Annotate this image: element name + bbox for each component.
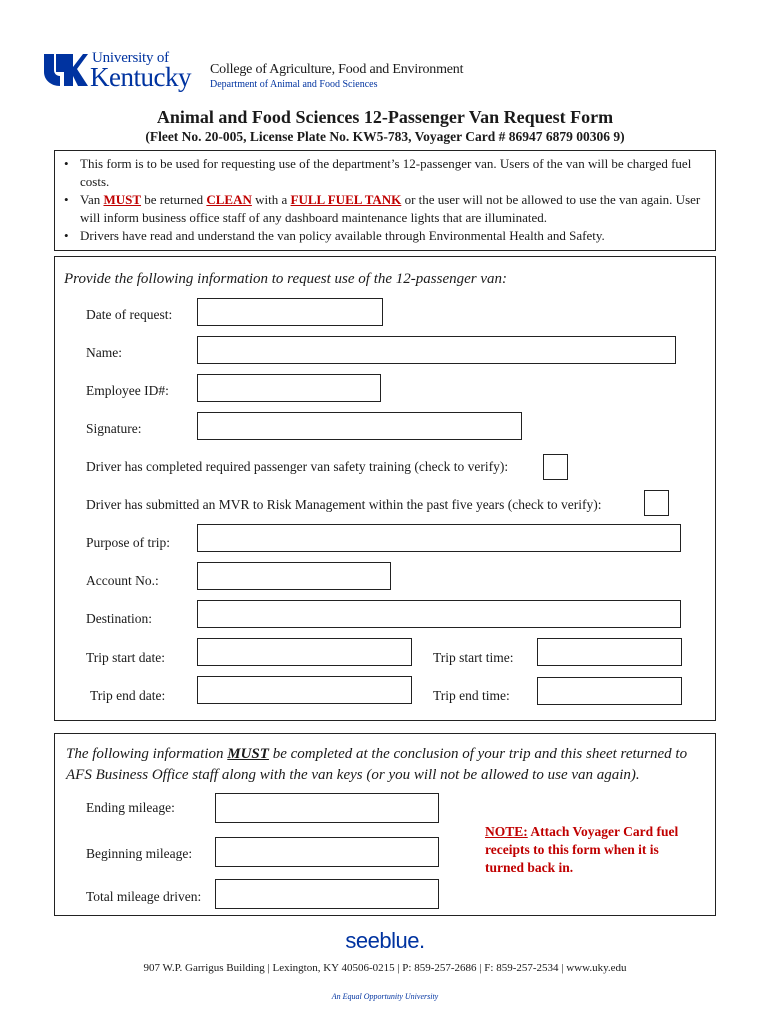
name-input[interactable]: [197, 336, 676, 364]
request-form-heading: Provide the following information to request use of the 12-passenger van:: [64, 271, 507, 287]
trip-end-time-input[interactable]: [537, 677, 682, 705]
note-label: NOTE:: [485, 824, 528, 839]
must-emphasis: MUST: [103, 192, 142, 207]
notice-list: [62, 155, 702, 245]
employee-id-input[interactable]: [197, 374, 381, 402]
total-mileage-label: Total mileage driven:: [86, 889, 202, 904]
page-title: Animal and Food Sciences 12-Passenger Van Request Form: [156, 107, 614, 127]
beginning-mileage-label: Beginning mileage:: [86, 846, 193, 861]
mvr-label: Driver has submitted an MVR to Risk Management within the past five years (check to verify):: [86, 497, 602, 512]
trip-heading-text: be completed at the conclusion of your trip and this sheet returned to AFS Business Office staff along with the van keys (or you will not be allowed to use van again).: [66, 746, 688, 783]
trip-start-time-input[interactable]: [537, 638, 682, 666]
note-text: Attach Voyager Card fuel receipts to this form when it is turned back in.: [485, 824, 679, 875]
notice-text: be returned: [141, 192, 207, 207]
signature-label: Signature:: [86, 421, 142, 436]
equal-opportunity-text: An Equal Opportunity University: [331, 992, 439, 1001]
signature-input[interactable]: [197, 412, 522, 440]
ending-mileage-label: Ending mileage:: [86, 800, 175, 815]
name-label: Name:: [86, 345, 122, 360]
trip-start-time-label: Trip start time:: [433, 650, 514, 665]
notice-text: or the user will not be allowed to use the van again. User will inform business office staff of any dashboard maintenance lights that are illuminated.: [80, 192, 701, 225]
department-name: Department of Animal and Food Sciences: [210, 79, 378, 90]
trip-start-date-input[interactable]: [197, 638, 412, 666]
trip-heading-text: The following information: [66, 746, 228, 762]
beginning-mileage-input[interactable]: [215, 837, 439, 867]
notice-text: Van: [80, 192, 104, 207]
trip-start-date-label: Trip start date:: [86, 650, 165, 665]
university-name: Kentucky: [90, 62, 191, 92]
bullet-icon: •: [64, 228, 69, 243]
purpose-label: Purpose of trip:: [86, 535, 170, 550]
bullet-icon: •: [64, 192, 69, 207]
trip-must-emphasis: MUST: [227, 746, 269, 762]
training-label: Driver has completed required passenger van safety training (check to verify):: [86, 459, 509, 474]
notice-text: Drivers have read and understand the van policy available through Environmental Health and Safety.: [80, 228, 605, 243]
full-fuel-emphasis: FULL FUEL TANK: [290, 192, 402, 207]
date-of-request-label: Date of request:: [86, 307, 173, 322]
account-input[interactable]: [197, 562, 391, 590]
total-mileage-input[interactable]: [215, 879, 439, 909]
trip-end-time-label: Trip end time:: [433, 688, 510, 703]
notice-text: with a: [251, 192, 291, 207]
bullet-icon: •: [64, 156, 69, 171]
footer-address: 907 W.P. Garrigus Building | Lexington, KY 40506-0215 | P: 859-257-2686 | F: 859-257-2534 | www.uky.edu: [143, 962, 627, 974]
employee-id-label: Employee ID#:: [86, 383, 169, 398]
mvr-checkbox[interactable]: [644, 490, 669, 516]
clean-emphasis: CLEAN: [206, 192, 252, 207]
trip-conclusion-heading: [66, 744, 706, 786]
account-label: Account No.:: [86, 573, 159, 588]
notice-item: [62, 191, 702, 227]
uk-logo-icon: [42, 52, 88, 88]
notice-item: [62, 155, 702, 191]
seeblue-logo: seeblue.: [345, 928, 425, 953]
trip-end-date-label: Trip end date:: [90, 688, 166, 703]
college-name: College of Agriculture, Food and Environment: [210, 62, 464, 77]
voyager-note: [485, 823, 685, 877]
university-of-text: University of: [92, 50, 169, 66]
destination-label: Destination:: [86, 611, 152, 626]
training-checkbox[interactable]: [543, 454, 568, 480]
notice-text: This form is to be used for requesting use of the department’s 12-passenger van. Users of the van will be charged fuel costs.: [80, 156, 692, 189]
page-subtitle: (Fleet No. 20-005, License Plate No. KW5-783, Voyager Card # 86947 6879 00306 9): [145, 129, 625, 144]
trip-end-date-input[interactable]: [197, 676, 412, 704]
date-of-request-input[interactable]: [197, 298, 383, 326]
notice-item: [62, 227, 702, 245]
purpose-input[interactable]: [197, 524, 681, 552]
ending-mileage-input[interactable]: [215, 793, 439, 823]
destination-input[interactable]: [197, 600, 681, 628]
